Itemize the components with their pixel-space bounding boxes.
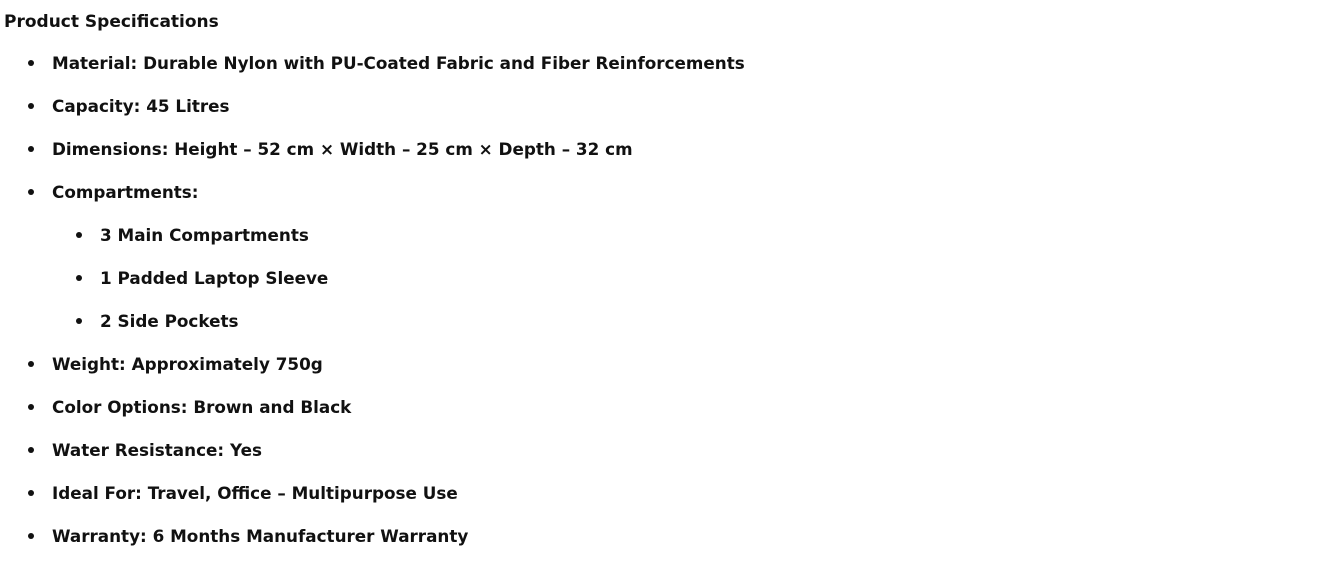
spec-item — [4, 307, 694, 350]
product-specifications-list — [4, 49, 745, 565]
spec-item-text: 2 Side Pockets — [100, 311, 239, 331]
spec-item-text: Water Resistance: Yes — [52, 440, 262, 460]
bullet-icon — [28, 533, 34, 539]
spec-item-text: Color Options: Brown and Black — [52, 397, 352, 417]
bullet-icon — [28, 361, 34, 367]
bullet-icon — [76, 232, 82, 238]
spec-item-text: Compartments: — [52, 182, 199, 202]
spec-item — [4, 49, 745, 92]
spec-item-text: Material: Durable Nylon with PU-Coated Fabric and Fiber Reinforcements — [52, 53, 745, 73]
bullet-icon — [28, 146, 34, 152]
spec-item — [4, 264, 694, 307]
bullet-icon — [28, 404, 34, 410]
spec-item — [4, 350, 694, 393]
spec-item — [4, 393, 694, 436]
spec-item-text: Dimensions: Height – 52 cm × Width – 25 cm × Depth – 32 cm — [52, 139, 633, 159]
spec-item — [4, 221, 694, 264]
spec-item — [4, 92, 694, 135]
spec-item — [4, 522, 694, 565]
bullet-icon — [28, 447, 34, 453]
spec-item-text: Warranty: 6 Months Manufacturer Warranty — [52, 526, 469, 546]
bullet-icon — [28, 103, 34, 109]
spec-item — [4, 178, 694, 221]
product-specifications-heading: Product Specifications — [4, 12, 219, 32]
bullet-icon — [28, 189, 34, 195]
spec-item — [4, 479, 694, 522]
spec-item-text: Ideal For: Travel, Office – Multipurpose Use — [52, 483, 458, 503]
spec-item — [4, 135, 694, 178]
spec-item-text: Capacity: 45 Litres — [52, 96, 230, 116]
spec-item — [4, 436, 694, 479]
spec-item-text: Weight: Approximately 750g — [52, 354, 323, 374]
bullet-icon — [76, 318, 82, 324]
spec-item-text: 1 Padded Laptop Sleeve — [100, 268, 329, 288]
bullet-icon — [28, 60, 34, 66]
bullet-icon — [28, 490, 34, 496]
spec-item-text: 3 Main Compartments — [100, 225, 309, 245]
bullet-icon — [76, 275, 82, 281]
